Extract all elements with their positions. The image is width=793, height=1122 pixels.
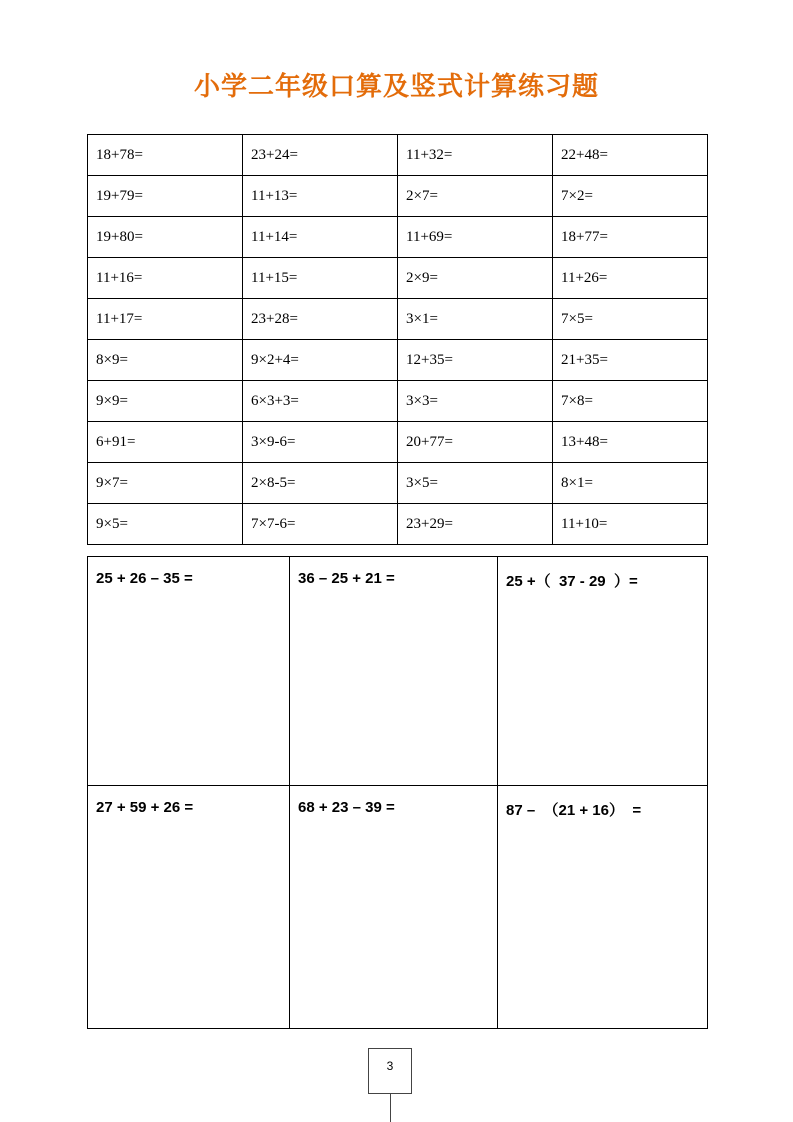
oral-problem: 7×8= — [553, 381, 708, 422]
table-row — [88, 463, 708, 504]
table-row — [88, 299, 708, 340]
oral-problem: 11+26= — [553, 258, 708, 299]
oral-problem: 11+32= — [398, 135, 553, 176]
oral-problem: 11+10= — [553, 504, 708, 545]
vertical-problem: 36 – 25 + 21 = — [290, 557, 498, 786]
oral-problem: 23+28= — [243, 299, 398, 340]
oral-problem: 7×7-6= — [243, 504, 398, 545]
oral-problem: 18+77= — [553, 217, 708, 258]
oral-problem: 19+79= — [88, 176, 243, 217]
oral-problem: 12+35= — [398, 340, 553, 381]
oral-problem: 21+35= — [553, 340, 708, 381]
vertical-problem: 68 + 23 – 39 = — [290, 786, 498, 1029]
table-row — [88, 422, 708, 463]
vertical-problem: 27 + 59 + 26 = — [88, 786, 290, 1029]
oral-problem: 13+48= — [553, 422, 708, 463]
table-row — [88, 786, 708, 1029]
oral-problem: 11+14= — [243, 217, 398, 258]
oral-problem: 3×5= — [398, 463, 553, 504]
oral-problem: 9×5= — [88, 504, 243, 545]
oral-problem: 11+13= — [243, 176, 398, 217]
oral-problem: 11+69= — [398, 217, 553, 258]
oral-problem: 3×9-6= — [243, 422, 398, 463]
table-row — [88, 340, 708, 381]
oral-problem: 18+78= — [88, 135, 243, 176]
oral-problem: 3×3= — [398, 381, 553, 422]
oral-problem: 2×8-5= — [243, 463, 398, 504]
oral-problem: 20+77= — [398, 422, 553, 463]
table-row — [88, 381, 708, 422]
oral-problem: 23+29= — [398, 504, 553, 545]
oral-problem: 23+24= — [243, 135, 398, 176]
table-row — [88, 504, 708, 545]
oral-problem: 22+48= — [553, 135, 708, 176]
oral-problem: 3×1= — [398, 299, 553, 340]
page-number: 3 — [368, 1048, 412, 1094]
vertical-problem: 25 +（ 37 - 29 ）= — [498, 557, 708, 786]
table-row — [88, 176, 708, 217]
vertical-problem: 25 + 26 – 35 = — [88, 557, 290, 786]
oral-problem: 7×5= — [553, 299, 708, 340]
page-number-line — [390, 1094, 391, 1122]
oral-problem: 8×9= — [88, 340, 243, 381]
oral-problem: 6×3+3= — [243, 381, 398, 422]
table-row — [88, 258, 708, 299]
oral-problem: 9×2+4= — [243, 340, 398, 381]
vertical-calculation-table — [87, 556, 708, 1029]
oral-problem: 2×7= — [398, 176, 553, 217]
oral-problem: 2×9= — [398, 258, 553, 299]
table-row — [88, 135, 708, 176]
oral-problem: 11+15= — [243, 258, 398, 299]
table-row — [88, 557, 708, 786]
oral-arithmetic-table — [87, 134, 708, 545]
table-row — [88, 217, 708, 258]
oral-problem: 6+91= — [88, 422, 243, 463]
oral-problem: 11+17= — [88, 299, 243, 340]
page-title: 小学二年级口算及竖式计算练习题 — [193, 72, 599, 102]
oral-problem: 8×1= — [553, 463, 708, 504]
oral-problem: 11+16= — [88, 258, 243, 299]
oral-problem: 9×9= — [88, 381, 243, 422]
oral-problem: 7×2= — [553, 176, 708, 217]
oral-problem: 9×7= — [88, 463, 243, 504]
oral-problem: 19+80= — [88, 217, 243, 258]
vertical-problem: 87 – （21 + 16） = — [498, 786, 708, 1029]
